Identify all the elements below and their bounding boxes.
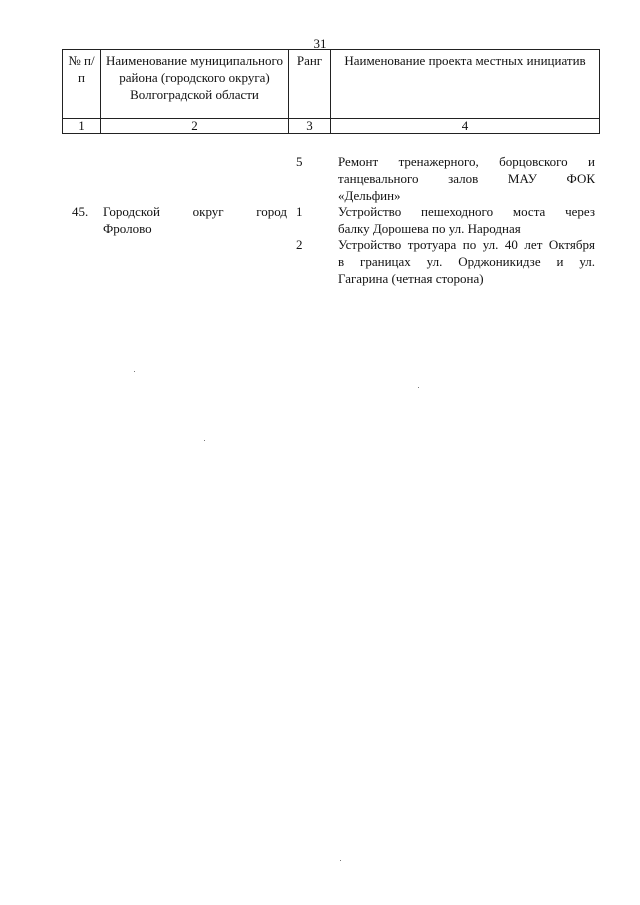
col-number-4: 4 [331,119,600,134]
row-project-line: Устройство пешеходного моста через [338,204,595,219]
col-number-1: 1 [63,119,101,134]
row-project-line: танцевального залов МАУ ФОК [338,171,595,186]
row-number: 45. [72,204,89,219]
row-rank-2: 2 [296,237,303,252]
header-district: Наименование муниципального района (городского округа) Волгоградской области [101,50,289,119]
table-header [62,49,600,134]
header-number: № п/п [63,50,101,119]
scan-speck [134,371,135,372]
row-project-line: Ремонт тренажерного, борцовского и [338,154,595,169]
header-rank: Ранг [289,50,331,119]
row-district-line: Городской округ город [103,204,287,219]
header-project: Наименование проекта местных инициатив [331,50,600,119]
row-rank-1: 1 [296,204,303,219]
row-district-line: Фролово [103,221,152,236]
row-rank-5: 5 [296,154,303,169]
page-number: 31 [313,36,327,51]
row-project-line: балку Дорошева по ул. Народная [338,221,521,236]
row-project-line: Устройство тротуара по ул. 40 лет Октября [338,237,595,252]
col-number-3: 3 [289,119,331,134]
scan-speck [340,860,341,861]
row-project-line: «Дельфин» [338,188,401,203]
row-project-line: в границах ул. Орджоникидзе и ул. [338,254,595,269]
scan-speck [204,440,205,441]
scan-speck [418,387,419,388]
col-number-2: 2 [101,119,289,134]
row-project-line: Гагарина (четная сторона) [338,271,484,286]
